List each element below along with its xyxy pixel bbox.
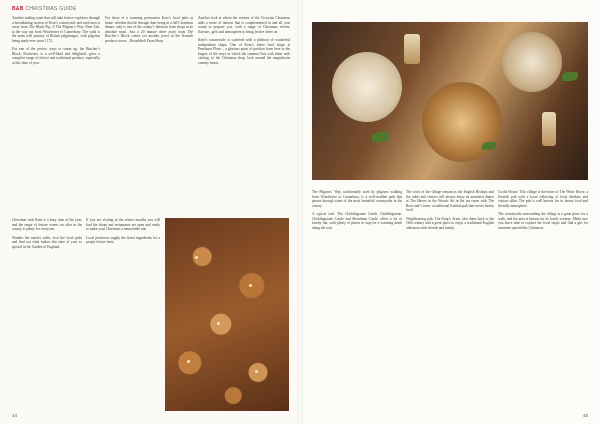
- paragraph: If you are visiting in the winter months you will find the shops and restaurants are open and ready to make your Christmas a memorable one.: [86, 218, 160, 232]
- article-column-2: [105, 16, 193, 47]
- article-column-7: [406, 190, 494, 234]
- paragraph: Local producers supply the finest ingredients for a proper festive feast.: [86, 235, 160, 245]
- paragraph: Kent’s countryside is scattered with a plethora of wonderful independent shops. One of Kent’s finest food shops is Penshurst Place – a glorious point of produce from here to the largest of the ways in which the summer Fair with them with visiting, to the Christmas shop, look around the magnificent country house.: [198, 38, 290, 65]
- article-column-1: [12, 16, 100, 69]
- page-header: [12, 6, 77, 12]
- paragraph: Christmas with Kent is a busy time of the year, and the range of festive events on offer in the county is plenty for everyone.: [12, 218, 82, 232]
- festive-food-spread-photo: [312, 22, 588, 180]
- section-label: CHRISTMAS GUIDE: [25, 6, 77, 12]
- page-number-left: 44: [12, 413, 18, 418]
- paragraph: Wander the market stalls, visit the local pubs and find out what makes this time of year so special in the Garden of England.: [12, 235, 82, 249]
- paragraph: The roots of the village remain as the English Bishops and the cakes and visitors will always enjoy an unrushed dinner at The Haven in the Woods. Sit in the tea room with The Rose and Crown, a traditional Kentish pub that serves hearty food.: [406, 190, 494, 213]
- page-gutter: [297, 0, 303, 424]
- paragraph: The countryside surrounding the village is a great place for a walk, and the area is known for its lovely scenery. Make sure you leave time to explore the local shops and find a gift for someone special this Christmas.: [498, 212, 588, 230]
- article-column-3: [198, 16, 290, 69]
- paragraph: For one of the perfect ways to warm up, the Butcher’s Block, Rochester, is a well-liked and delightful, gives a complete range of festive and traditional produce, especially at this time of year.: [12, 47, 100, 65]
- paragraph: For those of a warming persuasion Kent’s local pubs at home, whether that be through their being at a full Christmas dinner, only is one of the county’s fabulous farm shops at an absolute must. Just a 20 minute drive away from The Butcher’s Block comes yet another jewel in the Kentish produce crown – Broadditch Farm Shop.: [105, 16, 193, 43]
- article-column-4: [12, 218, 82, 253]
- article-column-6: [312, 190, 402, 234]
- paragraph: Another trading route that will take festive explorers through a breathtaking section of Kent’s countryside and rural area is away from The Black Pig. A The Pilgrim’s Way. Near Ash, at the way out from Winchester to Canterbury. The walk is the main well journey of British pilgrimages, with pilgrims being made ever since 1172.: [12, 16, 100, 43]
- paragraph: The Pilgrims’ Way, traditionally used by pilgrims walking from Winchester to Canterbury, is a well-trodden path that passes through some of the most beautiful countryside in the county.: [312, 190, 402, 208]
- paragraph: Another look at where the venture of the Victorian Christmas adds a sense of interest that is complemented in and all year round to prepare you, with a range of Christmas events, flavours, gifts and atmosphere to bring festive cheer on.: [198, 16, 290, 34]
- gingerbread-biscuits-photo: [165, 218, 289, 411]
- paragraph: Neighbouring pub, The King’s Arms, also dates back to the 16th century and a great place to enjoy a traditional English afternoon with friends and family.: [406, 216, 494, 230]
- paragraph: A typical trail, The Chiddingstone Castle, Chiddingstone, Chiddingstone Castle and Shoreham Castle, offers a lot of family fun, with plenty of places to stop for a warming drink along the way.: [312, 212, 402, 230]
- article-column-8: [498, 190, 588, 234]
- brand-label: B&B: [12, 6, 24, 12]
- paragraph: Cooke House. This village is the home of The White Horse, a Kentish pub with a loyal following of local drinkers and visitors alike. The pub is well known for its hearty food and friendly atmosphere.: [498, 190, 588, 208]
- page-number-right: 45: [582, 413, 588, 418]
- article-column-5: [86, 218, 160, 249]
